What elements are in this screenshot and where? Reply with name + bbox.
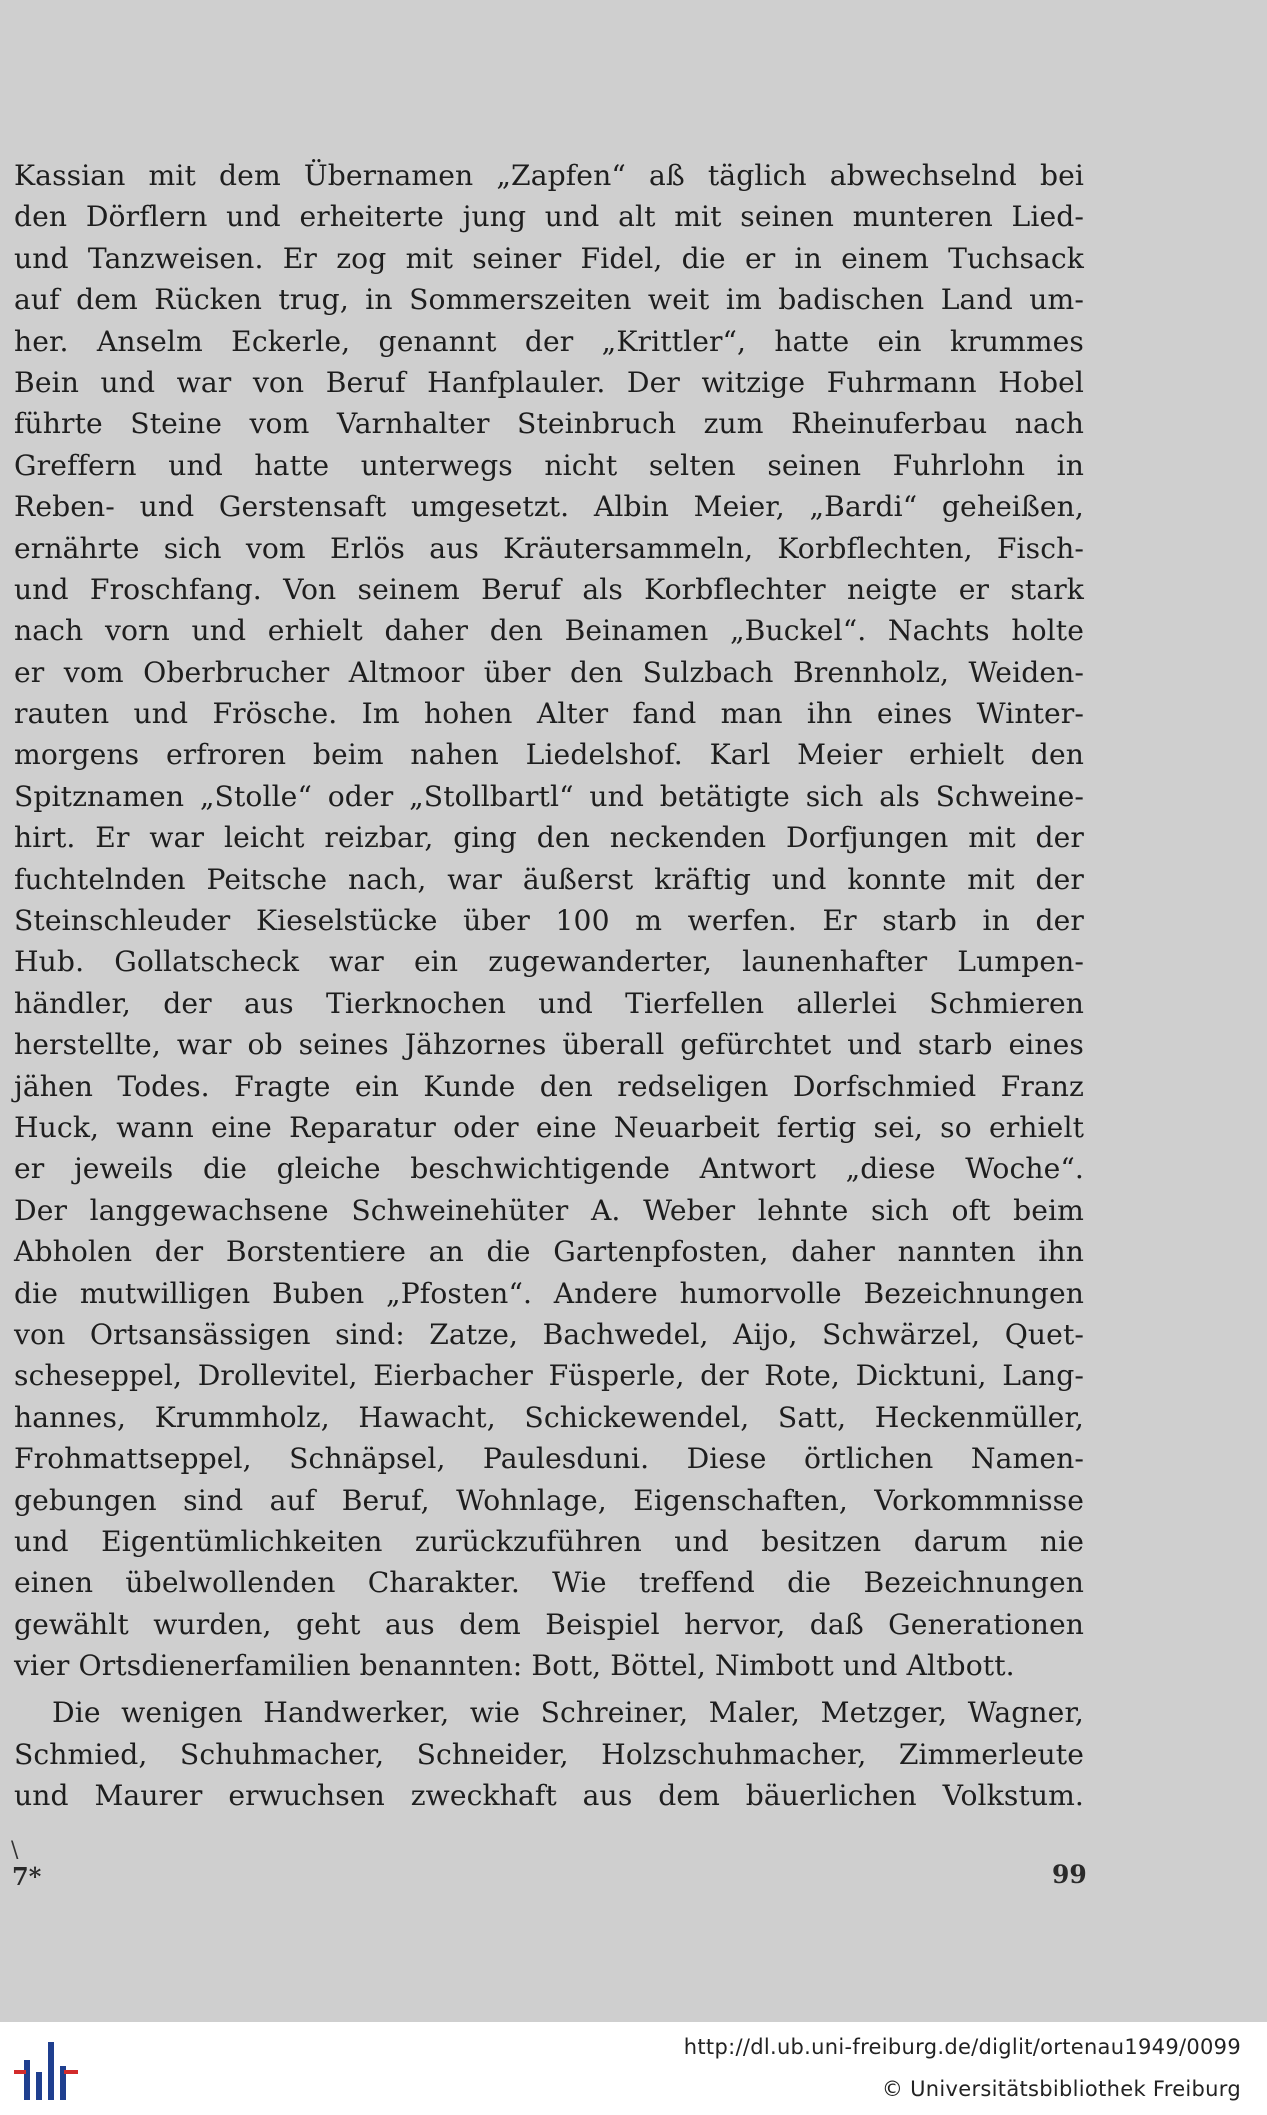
text-line: Reben- und Gerstensaft umgesetzt. Albin Meier, „Bardi“ geheißen, (14, 490, 1084, 524)
text-line: den Dörflern und erheiterte jung und alt mit seinen munteren Lied- (14, 200, 1084, 234)
text-line: händler, der aus Tierknochen und Tierfellen allerlei Schmieren (14, 986, 1084, 1020)
text-line: einen übelwollenden Charakter. Wie treffend die Bezeichnungen (14, 1566, 1084, 1600)
page-number: 99 (1052, 1860, 1087, 1889)
text-line: Steinschleuder Kieselstücke über 100 m werfen. Er starb in der (14, 904, 1084, 938)
text-line: die mutwilligen Buben „Pfosten“. Andere humorvolle Bezeichnungen (14, 1276, 1084, 1310)
text-line: Der langgewachsene Schweinehüter A. Weber lehnte sich oft beim (14, 1193, 1084, 1227)
text-line: und Eigentümlichkeiten zurückzuführen und besitzen darum nie (14, 1524, 1084, 1558)
text-line: fuchtelnden Peitsche nach, war äußerst kräftig und konnte mit der (14, 862, 1084, 896)
text-line: Die wenigen Handwerker, wie Schreiner, Maler, Metzger, Wagner, (52, 1696, 1084, 1730)
text-line: her. Anselm Eckerle, genannt der „Krittler“, hatte ein krummes (14, 324, 1084, 358)
text-line: auf dem Rücken trug, in Sommerszeiten weit im badischen Land um- (14, 283, 1084, 317)
text-line: Kassian mit dem Übernamen „Zapfen“ aß täglich abwechselnd bei (14, 159, 1084, 192)
text-line: Spitznamen „Stolle“ oder „Stollbartl“ und betätigte sich als Schweine- (14, 779, 1084, 813)
text-line: Hub. Gollatscheck war ein zugewanderter, launenhafter Lumpen- (14, 945, 1084, 979)
copyright-notice: © Universitätsbibliothek Freiburg (881, 2077, 1241, 2101)
text-line: vier Ortsdienerfamilien benannten: Bott, Böttel, Nimbott und Altbott. (14, 1649, 1015, 1683)
permalink-url[interactable]: http://dl.ub.uni-freiburg.de/diglit/ortenau1949/0099 (683, 2035, 1241, 2059)
text-line: Schmied, Schuhmacher, Schneider, Holzschuhmacher, Zimmerleute (14, 1737, 1084, 1771)
text-line: ernährte sich vom Erlös aus Kräutersammeln, Korbflechten, Fisch- (14, 531, 1084, 565)
footer-bar (0, 2022, 1267, 2115)
text-line: er jeweils die gleiche beschwichtigende Antwort „diese Woche“. (14, 1152, 1084, 1186)
text-line: er vom Oberbrucher Altmoor über den Sulzbach Brennholz, Weiden- (14, 655, 1084, 689)
text-line: und Tanzweisen. Er zog mit seiner Fidel, die er in einem Tuchsack (14, 241, 1084, 275)
text-line: führte Steine vom Varnhalter Steinbruch zum Rheinuferbau nach (14, 407, 1084, 441)
text-line: rauten und Frösche. Im hohen Alter fand man ihn eines Winter- (14, 697, 1084, 731)
text-line: nach vorn und erhielt daher den Beinamen „Buckel“. Nachts holte (14, 614, 1084, 648)
text-line: Greffern und hatte unterwegs nicht selten seinen Fuhrlohn in (14, 448, 1084, 482)
library-logo-icon (14, 2040, 82, 2104)
text-line: morgens erfroren beim nahen Liedelshof. Karl Meier erhielt den (14, 738, 1084, 772)
text-line: Bein und war von Beruf Hanfplauler. Der witzige Fuhrmann Hobel (14, 365, 1084, 399)
text-line: scheseppel, Drollevitel, Eierbacher Füsperle, der Rote, Dicktuni, Lang- (14, 1359, 1084, 1393)
text-line: hirt. Er war leicht reizbar, ging den neckenden Dorfjungen mit der (14, 821, 1084, 855)
text-line: und Froschfang. Von seinem Beruf als Korbflechter neigte er stark (14, 572, 1084, 606)
text-line: und Maurer erwuchsen zweckhaft aus dem bäuerlichen Volkstum. (14, 1779, 1084, 1813)
text-line: Huck, wann eine Reparatur oder eine Neuarbeit fertig sei, so erhielt (14, 1110, 1084, 1144)
text-line: von Ortsansässigen sind: Zatze, Bachwedel, Aijo, Schwärzel, Quet- (14, 1317, 1084, 1351)
body-text (14, 155, 1084, 1817)
text-line: gewählt wurden, geht aus dem Beispiel hervor, daß Generationen (14, 1607, 1084, 1641)
text-line: herstellte, war ob seines Jähzornes überall gefürchtet und starb eines (14, 1028, 1084, 1062)
text-line: hannes, Krummholz, Hawacht, Schickewendel, Satt, Heckenmüller, (14, 1400, 1084, 1434)
text-line: jähen Todes. Fragte ein Kunde den redseligen Dorfschmied Franz (14, 1069, 1084, 1103)
stray-mark: \ (11, 1838, 19, 1863)
signature-mark: 7* (12, 1862, 42, 1891)
text-line: Abholen der Borstentiere an die Gartenpfosten, daher nannten ihn (14, 1235, 1084, 1269)
text-line: gebungen sind auf Beruf, Wohnlage, Eigenschaften, Vorkommnisse (14, 1483, 1084, 1517)
text-line: Frohmattseppel, Schnäpsel, Paulesduni. Diese örtlichen Namen- (14, 1442, 1084, 1476)
